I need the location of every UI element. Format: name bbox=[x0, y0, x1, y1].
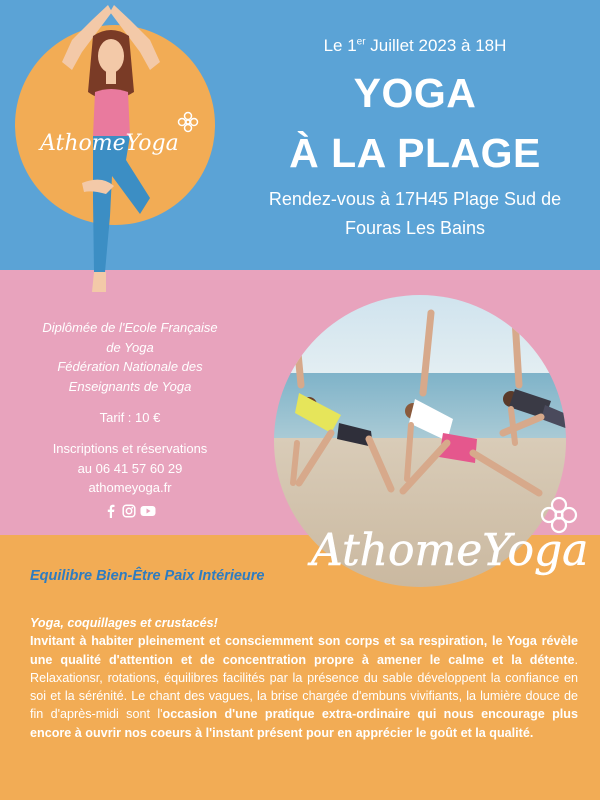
logo-script-text: AthomeYoga bbox=[40, 131, 179, 156]
facebook-icon[interactable] bbox=[104, 504, 118, 518]
event-title-line1: YOGA bbox=[353, 70, 477, 116]
event-date: Le 1er Juillet 2023 à 18H bbox=[323, 36, 507, 55]
qualification-line: Diplômée de l'Ecole Française bbox=[42, 320, 218, 335]
social-links bbox=[20, 504, 240, 518]
qualification-line: Fédération Nationale des bbox=[57, 359, 203, 374]
meeting-point bbox=[240, 185, 590, 243]
meeting-line2: Fouras Les Bains bbox=[344, 218, 486, 238]
description-part3: occasion d'une pratique extra-ordinaire qui nous encourage plus encore à ouvrir nos coeurs à l'instant présent pour en apprécier le goût et la qualité. bbox=[30, 707, 579, 740]
price: Tarif : 10 € bbox=[99, 410, 161, 425]
athomeyoga-logo bbox=[0, 0, 240, 300]
youtube-icon[interactable] bbox=[140, 504, 156, 518]
phone-number[interactable]: au 06 41 57 60 29 bbox=[77, 460, 183, 476]
description-part1: Invitant à habiter pleinement et consciemment son corps et sa respiration, le Yoga révèle une qualité d'attention et de concentration propre à amener le calme et la détente bbox=[30, 634, 578, 667]
contact-block bbox=[20, 439, 240, 498]
tagline: Equilibre Bien-Être Paix Intérieure bbox=[30, 568, 265, 584]
meeting-line1: Rendez-vous à 17H45 Plage Sud de bbox=[268, 189, 562, 209]
event-title-line2: À LA PLAGE bbox=[289, 130, 541, 176]
website-link[interactable]: athomeyoga.fr bbox=[88, 480, 172, 495]
description bbox=[30, 614, 578, 742]
qualification-line: de Yoga bbox=[106, 339, 154, 355]
info-block bbox=[20, 318, 240, 518]
description-lead: Yoga, coquillages et crustacés! bbox=[30, 616, 218, 630]
photo-logo-text: AthomeYoga bbox=[311, 525, 589, 576]
booking-label: Inscriptions et réservations bbox=[52, 441, 208, 456]
beach-yoga-photo bbox=[253, 293, 600, 593]
description-part2: . Relaxationsr, rotations, équilibres facilités par la présence du sable développent la confiance en soi et la sérénité. Le chant des vagues, la brise chargée d'embuns vivifiants, la lumière douce de fin d'après-midi sont l' bbox=[30, 652, 578, 722]
qualifications bbox=[20, 318, 240, 396]
instagram-icon[interactable] bbox=[122, 504, 136, 518]
qualification-line: Enseignants de Yoga bbox=[68, 378, 192, 394]
